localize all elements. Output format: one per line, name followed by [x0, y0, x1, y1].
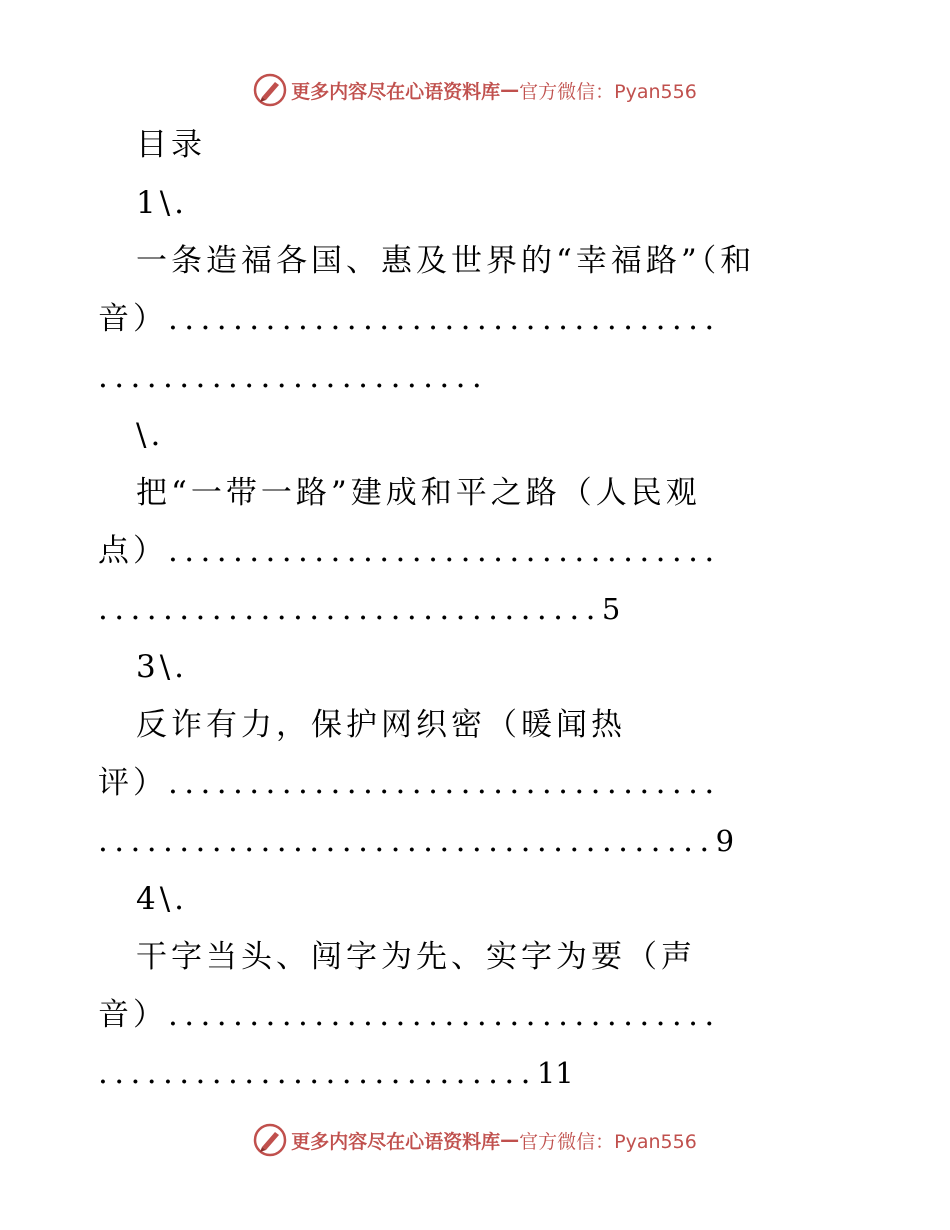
pen-logo-icon	[253, 73, 287, 107]
toc-entry-title-cont: 音）	[98, 997, 168, 1033]
toc-entry-leader-line-2	[98, 812, 843, 870]
toc-leader-dots: ........................	[98, 359, 489, 395]
toc-leader-dots: ......................................	[98, 823, 716, 859]
toc-leader-dots: ..................................	[168, 997, 721, 1033]
toc-entry-leader-line-2	[98, 580, 843, 638]
toc-page-number: 9	[715, 824, 735, 858]
watermark-dash: —	[500, 1129, 520, 1151]
toc-entry-number: \.	[136, 417, 165, 453]
toc-page-number: 11	[536, 1056, 574, 1090]
toc-entry-title-cont: 音）	[98, 301, 168, 337]
toc-entry-leader-line-2	[98, 1044, 843, 1102]
toc-entry-title: 反诈有力，保护网织密（暖闻热	[136, 707, 626, 743]
table-of-contents	[98, 116, 843, 1102]
toc-leader-dots: ..................................	[168, 301, 721, 337]
header-watermark	[0, 70, 950, 110]
watermark-wechat: 官方微信：Pyan556	[519, 1130, 697, 1153]
toc-entry-leader-line	[98, 754, 843, 812]
footer-watermark	[0, 1120, 950, 1160]
toc-page-number: 5	[601, 592, 621, 626]
toc-entry-title: 把“一带一路”建成和平之路（人民观	[136, 475, 701, 511]
toc-leader-dots: ..................................	[168, 533, 721, 569]
toc-entry-title-cont: 点）	[98, 533, 168, 569]
toc-entry-number: 4\.	[136, 881, 189, 917]
toc-entry-number: 1\.	[136, 185, 189, 221]
toc-entry-leader-line	[98, 290, 843, 348]
toc-title: 目录	[136, 127, 206, 163]
toc-entry-title: 一条造福各国、惠及世界的“幸福路”（和	[136, 243, 756, 279]
watermark-dash: —	[500, 79, 520, 101]
watermark-wechat: 官方微信：Pyan556	[519, 80, 697, 103]
toc-leader-dots: ..................................	[168, 765, 721, 801]
watermark-text: 更多内容尽在心语资料库	[291, 1130, 501, 1153]
watermark-text: 更多内容尽在心语资料库	[291, 80, 501, 103]
toc-leader-dots: ...........................	[98, 1055, 537, 1091]
toc-entry-title: 干字当头、闯字为先、实字为要（声	[136, 939, 696, 975]
pen-logo-icon	[253, 1123, 287, 1157]
toc-entry-title-cont: 评）	[98, 765, 168, 801]
toc-entry-number: 3\.	[136, 649, 189, 685]
toc-entry-leader-line	[98, 522, 843, 580]
toc-entry-leader-line	[98, 986, 843, 1044]
toc-entry-leader-line-2	[98, 348, 843, 406]
toc-leader-dots: ...............................	[98, 591, 602, 627]
